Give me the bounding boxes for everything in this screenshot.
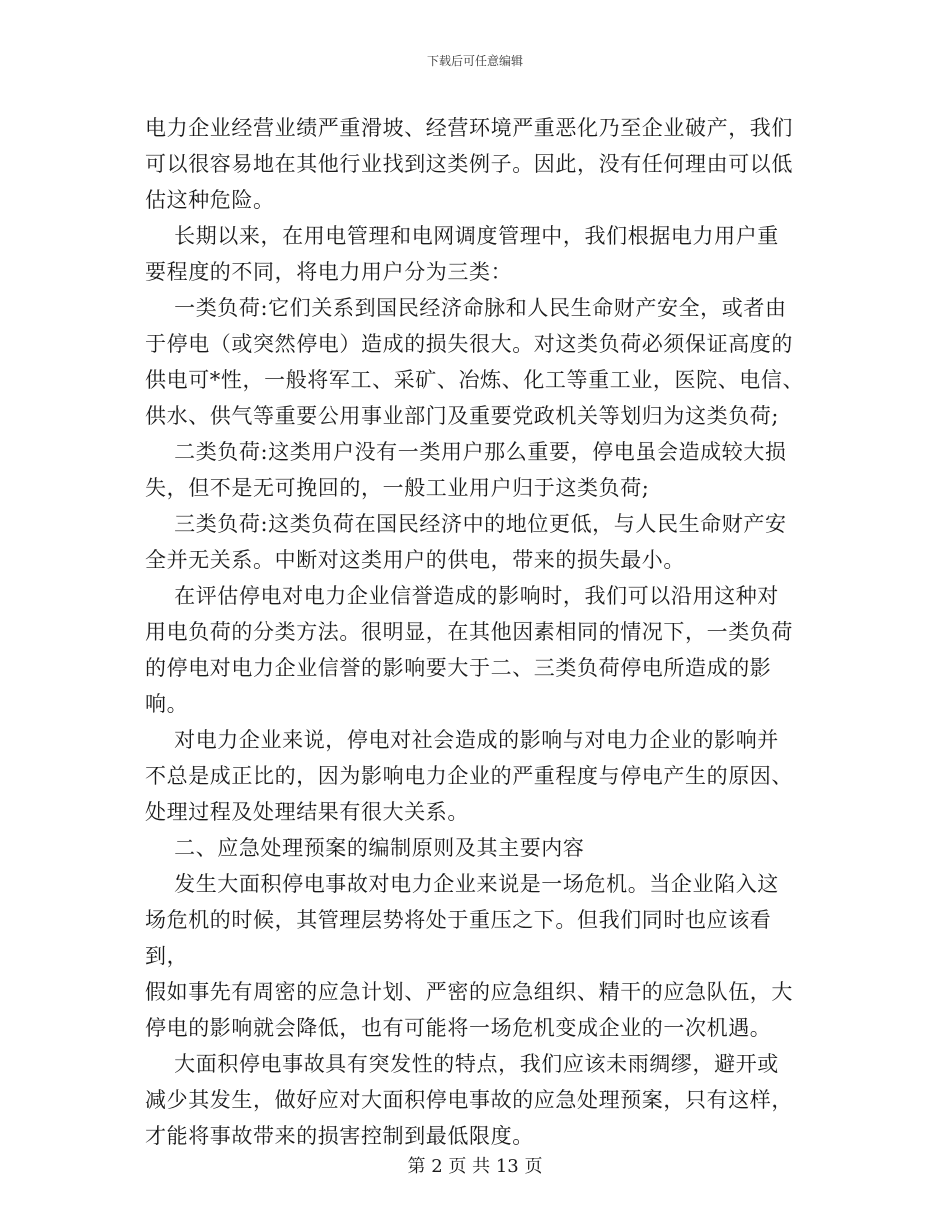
paragraph-5: 三类负荷:这类负荷在国民经济中的地位更低，与人民生命财产安 全并无关系。中断对这类用户的供电，带来的损失最小。	[145, 512, 787, 572]
paragraph-1: 电力企业经营业绩严重滑坡、经营环境严重恶化乃至企业破产，我们 可以很容易地在其他行业找到这类例子。因此，没有任何理由可以低 估这种危险。	[145, 116, 793, 212]
paragraph-9: 发生大面积停电事故对电力企业来说是一场危机。当企业陷入这 场危机的时候，其管理层势将处于重压之下。但我们同时也应该看到， 假如事先有周密的应急计划、严密的应急组织、精干的应急队伍，大 停电的影响就会降低，也有可能将一场危机变成企业的一次机遇。	[145, 872, 793, 1040]
document-body	[145, 110, 810, 1154]
paragraph-3: 一类负荷:它们关系到国民经济命脉和人民生命财产安全，或者由 于停电（或突然停电）造成的损失很大。对这类负荷必须保证高度的 供电可*性，一般将军工、采矿、冶炼、化工等重工业，医院、电信、 供水、供气等重要公用事业部门及重要党政机关等划归为这类负荷;	[145, 296, 805, 428]
page-header: 下载后可任意编辑	[426, 54, 523, 68]
paragraph-6: 在评估停电对电力企业信誉造成的影响时，我们可以沿用这种对 用电负荷的分类方法。很明显，在其他因素相同的情况下，一类负荷 的停电对电力企业信誉的影响要大于二、三类负荷停电所造成的影响。	[145, 584, 793, 716]
paragraph-2: 长期以来，在用电管理和电网调度管理中，我们根据电力用户重 要程度的不同，将电力用户分为三类：	[145, 224, 779, 284]
paragraph-10: 大面积停电事故具有突发性的特点，我们应该未雨绸缪，避开或 减少其发生，做好应对大面积停电事故的应急处理预案，只有这样， 才能将事故带来的损害控制到最低限度。	[145, 1052, 793, 1148]
section-heading: 二、应急处理预案的编制原则及其主要内容	[145, 836, 585, 860]
paragraph-4: 二类负荷:这类用户没有一类用户那么重要，停电虽会造成较大损 失，但不是无可挽回的，一般工业用户归于这类负荷;	[145, 440, 787, 500]
page-number: 第 2 页 共 13 页	[407, 1156, 543, 1177]
paragraph-7: 对电力企业来说，停电对社会造成的影响与对电力企业的影响并 不总是成正比的，因为影响电力企业的严重程度与停电产生的原因、 处理过程及处理结果有很大关系。	[145, 728, 793, 824]
